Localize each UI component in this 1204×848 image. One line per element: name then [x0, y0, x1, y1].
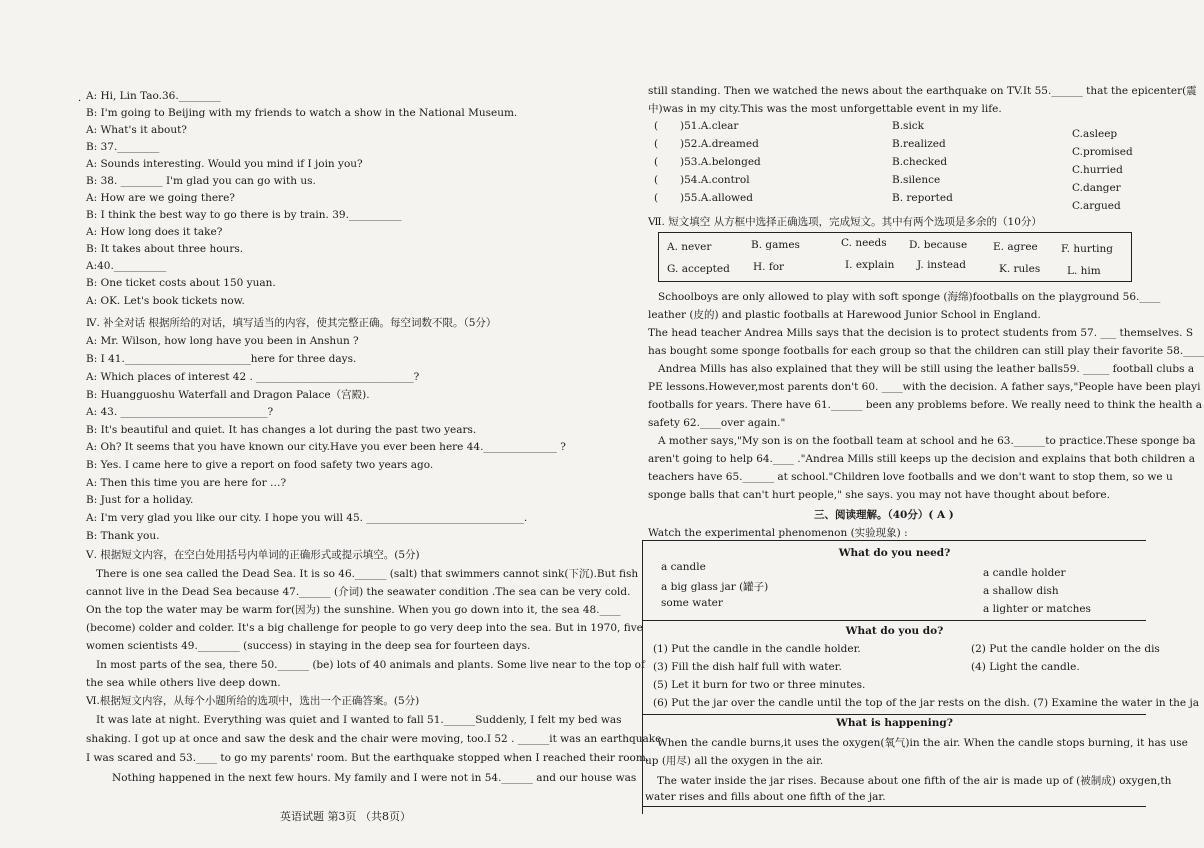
- option-b: B.realized: [892, 138, 946, 150]
- word-choice-box: [658, 232, 1132, 282]
- passage-line: teachers have 65.______ at school."Children love footballs and we don't want to stop them, so we u: [648, 471, 1173, 483]
- do-step: (1) Put the candle in the candle holder.: [653, 643, 861, 655]
- section-4-line: B: It's beautiful and quiet. It has changes a lot during the past two years.: [86, 424, 477, 436]
- need-item: a lighter or matches: [983, 603, 1091, 615]
- section-6-heading: Ⅵ.根据短文内容，从每个小题所给的选项中，选出一个正确答案。(5分): [86, 695, 420, 707]
- dialogue-line: B: I'm going to Beijing with my friends to watch a show in the National Museum.: [86, 107, 518, 119]
- passage-line: Andrea Mills has also explained that they will be still using the leather balls59. _____ football clubs a: [658, 363, 1195, 375]
- section-4-line: B: Just for a holiday.: [86, 494, 194, 506]
- dialogue-line: A: Hi, Lin Tao.36.________: [86, 90, 221, 102]
- need-item: a candle holder: [983, 567, 1066, 579]
- section-4-line: B: I 41.________________________here for three days.: [86, 353, 357, 365]
- option-c: C.argued: [1072, 200, 1121, 212]
- passage-line: leather (皮的) and plastic footballs at Harewood Junior School in England.: [648, 309, 1041, 321]
- happening-line: The water inside the jar rises. Because about one fifth of the air is made up of (被制成) oxygen,th: [657, 775, 1172, 787]
- section-6-line: It was late at night. Everything was quiet and I wanted to fall 51.______Suddenly, I felt my bed was: [96, 714, 622, 726]
- passage-line: has bought some sponge footballs for each group so that the children can still play their favorite 58.____: [648, 345, 1204, 357]
- section-6-line: shaking. I got up at once and saw the desk and the chair were moving, too.I 52 . ______it was an earthquake.: [86, 733, 665, 745]
- word-option: F. hurting: [1061, 243, 1113, 255]
- happening-line: up (用尽) all the oxygen in the air.: [645, 755, 824, 767]
- word-option: K. rules: [999, 263, 1041, 275]
- section-4-line: A: Which places of interest 42 . ______________________________?: [86, 371, 420, 383]
- passage-line: A mother says,"My son is on the football team at school and he 63.______to practice.These sponge ba: [658, 435, 1196, 447]
- do-step: (4) Light the candle.: [971, 661, 1080, 673]
- word-option: I. explain: [845, 259, 895, 271]
- section-5-line: On the top the water may be warm for(因为) the sunshine. When you go down into it, the sea 48.____: [86, 604, 621, 616]
- happening-heading: What is happening?: [836, 717, 953, 729]
- passage-line: 中)was in my city.This was the most unforgettable event in my life.: [648, 103, 1002, 115]
- dialogue-line: B: One ticket costs about 150 yuan.: [86, 277, 276, 289]
- answer-paren: (: [654, 138, 659, 150]
- happening-line: When the candle burns,it uses the oxygen(氧气)in the air. When the candle stops burning, it has use: [657, 737, 1188, 749]
- option-a: )53.A.belonged: [680, 156, 761, 168]
- section-4-line: B: Huangguoshu Waterfall and Dragon Palace（宫殿).: [86, 389, 370, 401]
- right-page: [645, 0, 1204, 848]
- section-5-line: the sea while others live deep down.: [86, 677, 281, 689]
- passage-line: aren't going to help 64.____ ."Andrea Mills still keeps up the decision and explains that both children a: [648, 453, 1196, 465]
- dialogue-line: A: How long does it take?: [86, 226, 223, 238]
- do-step: (6) Put the jar over the candle until the top of the jar rests on the dish. (7) Examine the water in the ja: [653, 697, 1199, 709]
- passage-line: Schoolboys are only allowed to play with soft sponge (海绵)footballs on the playground 56.____: [658, 291, 1161, 303]
- dialogue-line: A: How are we going there?: [86, 192, 235, 204]
- dialogue-line: B: 37.________: [86, 141, 160, 153]
- option-b: B.checked: [892, 156, 948, 168]
- passage-line: footballs for years. There have 61.______ been any problems before. We really need to think the health a: [648, 399, 1203, 411]
- dialogue-line: A: OK. Let's book tickets now.: [86, 295, 245, 307]
- section-5-heading: Ⅴ. 根据短文内容，在空白处用括号内单词的正确形式或提示填空。(5分): [86, 549, 420, 561]
- dialogue-line: B: It takes about three hours.: [86, 243, 244, 255]
- passage-line: safety 62.____over again.": [648, 417, 786, 429]
- do-heading: What do you do?: [845, 625, 944, 637]
- word-option: C. needs: [841, 237, 887, 249]
- section-5-line: In most parts of the sea, there 50.______ (be) lots of 40 animals and plants. Some live near to the top of: [96, 659, 645, 671]
- option-a: )55.A.allowed: [680, 192, 753, 204]
- dialogue-line: B: I think the best way to go there is by train. 39.__________: [86, 209, 402, 221]
- word-option: D. because: [909, 239, 968, 251]
- section-3-heading: 三、阅读理解。（40分）( A ): [814, 509, 954, 521]
- section-4-line: B: Yes. I came here to give a report on food safety two years ago.: [86, 459, 434, 471]
- need-item: some water: [661, 597, 723, 609]
- passage-line: PE lessons.However,most parents don't 60. ____with the decision. A father says,"People have been playi: [648, 381, 1201, 393]
- section-6-line: I was scared and 53.____ to go my parents' room. But the earthquake stopped when I reached their room.: [86, 752, 650, 764]
- section-4-line: A: Then this time you are here for …?: [86, 477, 287, 489]
- need-item: a shallow dish: [983, 585, 1059, 597]
- need-item: a big glass jar (罐子): [661, 581, 769, 593]
- passage-line: The head teacher Andrea Mills says that the decision is to protect students from 57. ___ themselves. S: [648, 327, 1194, 339]
- passage-line: sponge balls that can't hurt people," she says. you may not have thought about before.: [648, 489, 1110, 501]
- option-b: B.sick: [892, 120, 925, 132]
- need-item: a candle: [661, 561, 706, 573]
- section-4-heading: Ⅳ. 补全对话 根据所给的对话，填写适当的内容，使其完整正确。每空词数不限。（5分）: [86, 317, 497, 329]
- page-footer: 英语试题 第3页 （共8页）: [280, 810, 411, 823]
- panel-bottom-rule: [642, 806, 1146, 807]
- do-step: (5) Let it burn for two or three minutes.: [653, 679, 866, 691]
- do-step: (3) Fill the dish half full with water.: [653, 661, 842, 673]
- section-4-line: A: 43. ____________________________?: [86, 406, 274, 418]
- margin-dot: ·: [78, 96, 82, 107]
- experiment-title: Watch the experimental phenomenon (实验现象) :: [648, 527, 908, 539]
- section-5-line: cannot live in the Dead Sea because 47.______ (介词) the seawater condition .The sea can be very cold.: [86, 586, 631, 598]
- do-step: (2) Put the candle holder on the dis: [971, 643, 1160, 655]
- word-option: B. games: [751, 239, 800, 251]
- passage-line: still standing. Then we watched the news about the earthquake on TV.It 55.______ that the epicenter(震: [648, 85, 1197, 97]
- happening-panel: [642, 714, 1188, 814]
- word-option: E. agree: [993, 241, 1038, 253]
- answer-paren: (: [654, 156, 659, 168]
- word-option: J. instead: [917, 259, 966, 271]
- option-a: )51.A.clear: [680, 120, 739, 132]
- left-page: [86, 0, 665, 848]
- dialogue-line: A:40.__________: [86, 260, 167, 272]
- section-6-line: Nothing happened in the next few hours. My family and I were not in 54.______ and our house was: [112, 772, 637, 784]
- word-option: L. him: [1067, 265, 1101, 277]
- section-7-heading: Ⅶ. 短文填空 从方框中选择正确选项，完成短文。其中有两个选项是多余的（10分）: [648, 216, 1042, 228]
- option-c: C.promised: [1072, 146, 1133, 158]
- answer-paren: (: [654, 192, 659, 204]
- option-c: C.danger: [1072, 182, 1121, 194]
- answer-paren: (: [654, 174, 659, 186]
- dialogue-line: A: What's it about?: [86, 124, 187, 136]
- word-option: G. accepted: [667, 263, 730, 275]
- word-option: H. for: [753, 261, 785, 273]
- option-c: C.hurried: [1072, 164, 1123, 176]
- option-a: )54.A.control: [680, 174, 750, 186]
- option-a: )52.A.dreamed: [680, 138, 759, 150]
- section-5-line: women scientists 49.________ (success) in staying in the deep sea for fourteen days.: [86, 640, 531, 652]
- section-4-line: A: Mr. Wilson, how long have you been in Anshun ?: [86, 335, 359, 347]
- section-4-line: A: I'm very glad you like our city. I hope you will 45. ______________________________.: [86, 512, 528, 524]
- section-5-line: (become) colder and colder. It's a big challenge for people to go very deep into the sea. But in 1970, five: [86, 622, 643, 634]
- option-c: C.asleep: [1072, 128, 1118, 140]
- dialogue-line: A: Sounds interesting. Would you mind if I join you?: [86, 158, 363, 170]
- do-panel: [642, 620, 1199, 714]
- section-5-line: There is one sea called the Dead Sea. It is so 46.______ (salt) that swimmers cannot sink(下沉).But fish: [96, 568, 639, 580]
- section-4-line: A: Oh? It seems that you have known our city.Have you ever been here 44.______________ ?: [86, 441, 566, 453]
- dialogue-line: B: 38. ________ I'm glad you can go with us.: [86, 175, 316, 187]
- need-panel: [642, 540, 1146, 620]
- word-option: A. never: [667, 241, 712, 253]
- answer-paren: (: [654, 120, 659, 132]
- section-4-line: B: Thank you.: [86, 530, 160, 542]
- option-b: B. reported: [892, 192, 953, 204]
- option-b: B.silence: [892, 174, 941, 186]
- happening-line: water rises and fills about one fifth of the jar.: [645, 791, 886, 803]
- need-heading: What do you need?: [838, 547, 951, 559]
